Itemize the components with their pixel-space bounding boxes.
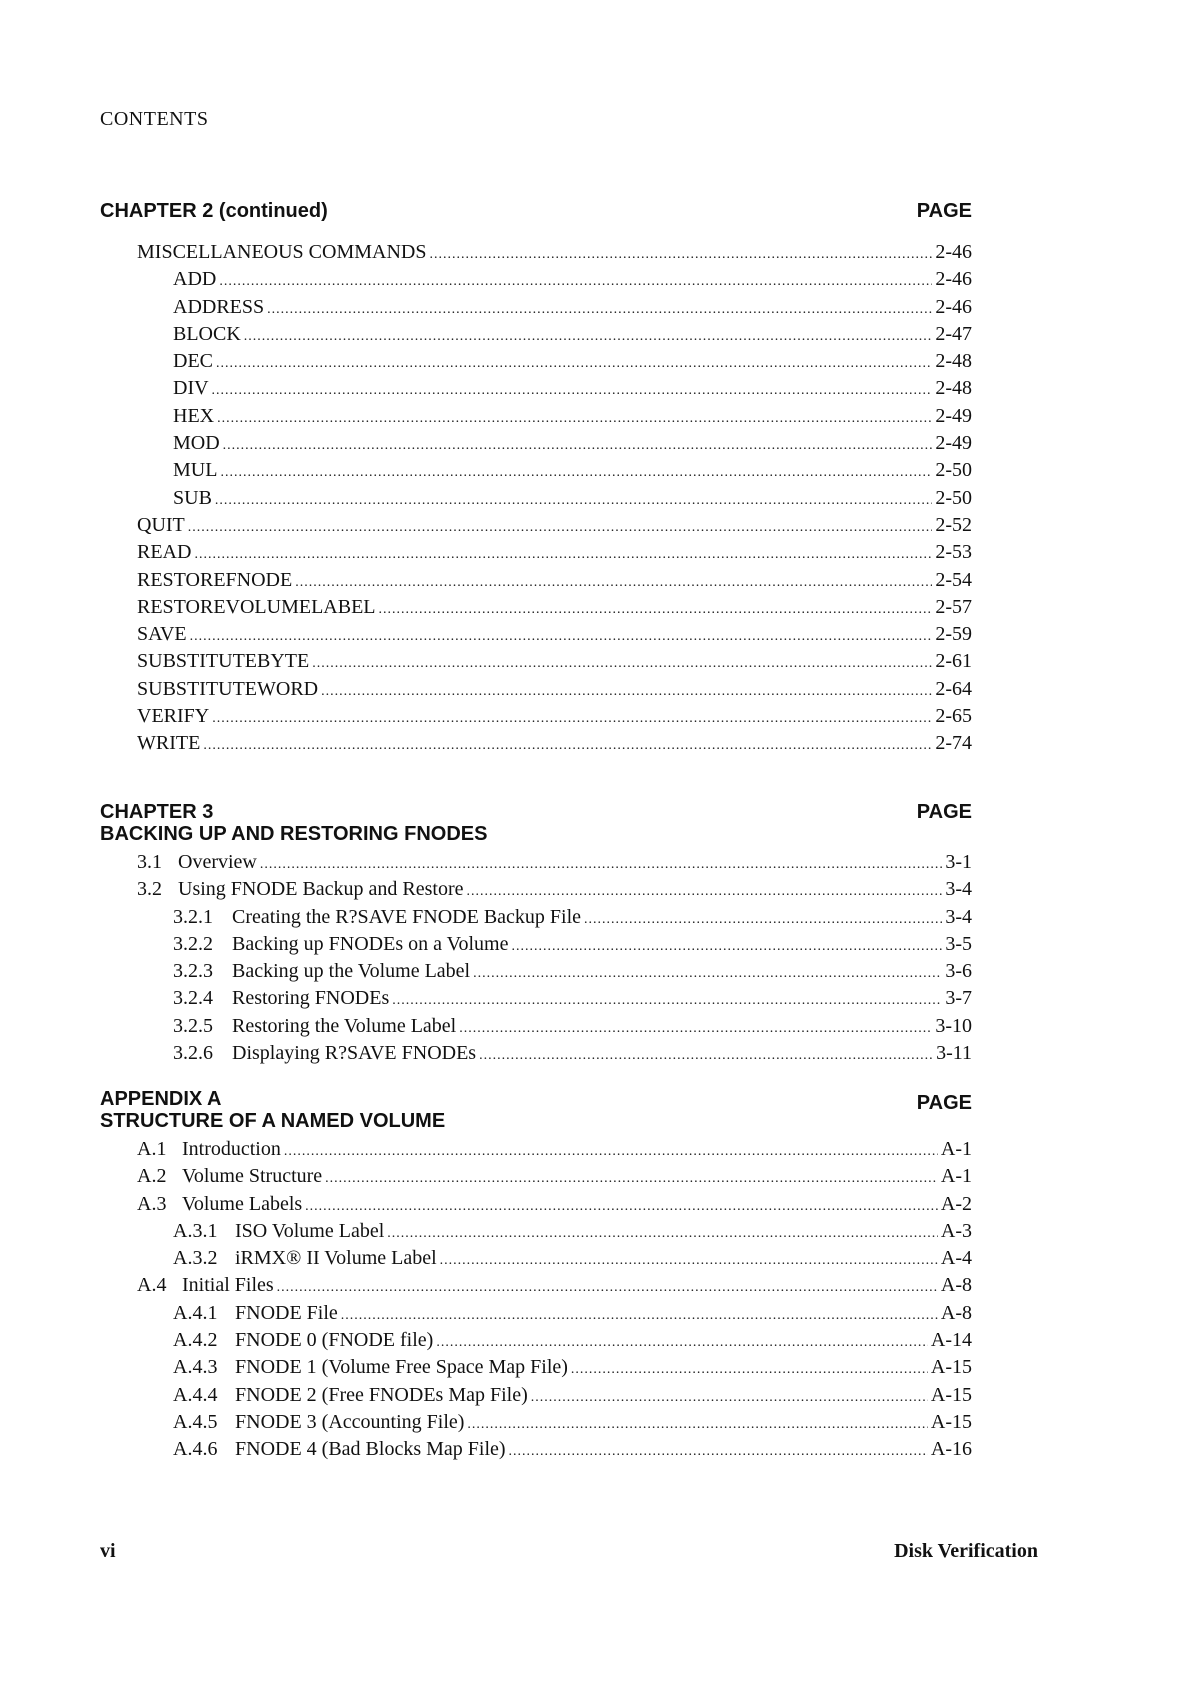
- toc-entry[interactable]: [100, 1409, 972, 1436]
- toc-entry[interactable]: [100, 876, 972, 903]
- toc-entry-text: Backing up the Volume Label: [232, 960, 471, 983]
- toc-entry[interactable]: [100, 703, 972, 730]
- dot-leader: [216, 350, 932, 377]
- toc-entry-title: SUB: [173, 486, 212, 509]
- dot-leader: [277, 1274, 938, 1301]
- toc-entry-title: WRITE: [137, 732, 201, 755]
- toc-entry-page: A-2: [940, 1192, 972, 1215]
- toc-entry-page: 2-46: [935, 241, 972, 263]
- toc-entry-page: 2-74: [935, 732, 972, 755]
- dot-leader: [244, 323, 933, 350]
- running-head: CONTENTS: [100, 108, 209, 130]
- dot-leader: [571, 1356, 928, 1383]
- dot-leader: [479, 1042, 933, 1069]
- dot-leader: [260, 851, 942, 878]
- toc-entry[interactable]: [100, 1191, 972, 1218]
- dot-leader: [220, 459, 932, 486]
- toc-entry[interactable]: [100, 1327, 972, 1354]
- toc-entry-page: A-8: [940, 1301, 972, 1324]
- toc-entry[interactable]: [100, 294, 972, 321]
- toc-entry-title: READ: [137, 541, 192, 564]
- toc-entry[interactable]: [100, 985, 972, 1012]
- toc-entry-title: [173, 931, 508, 958]
- toc-entry-text: Overview: [178, 851, 257, 873]
- appendix-a-heading: APPENDIX A: [100, 1088, 222, 1110]
- dot-leader: [203, 732, 932, 759]
- toc-entry-text: Backing up FNODEs on a Volume: [232, 932, 509, 955]
- toc-entry[interactable]: [100, 348, 972, 375]
- dot-leader: [436, 1329, 928, 1356]
- dot-leader: [312, 650, 932, 677]
- toc-entry-page: A-15: [930, 1356, 972, 1379]
- toc-entry-title: VERIFY: [137, 705, 210, 728]
- toc-entry-number: 3.2.5: [173, 1014, 213, 1037]
- chapter-2-heading-row: [100, 200, 972, 222]
- toc-entry[interactable]: [100, 1163, 972, 1190]
- toc-entry-title: [173, 1327, 433, 1354]
- toc-entry-title: [137, 849, 257, 876]
- page-column-label: PAGE: [916, 1092, 972, 1114]
- dot-leader: [459, 1015, 932, 1042]
- toc-entry-page: 3-7: [945, 987, 972, 1010]
- toc-entry-page: 3-4: [945, 905, 972, 928]
- toc-entry-title: [137, 1136, 281, 1163]
- toc-entry-page: 3-1: [945, 851, 972, 873]
- page-column-label: PAGE: [916, 200, 972, 222]
- toc-entry-page: 3-4: [945, 878, 972, 901]
- toc-entry-title: [173, 985, 389, 1012]
- toc-entry-page: A-8: [940, 1274, 972, 1297]
- toc-entry[interactable]: [100, 239, 972, 266]
- toc-entry-title: [173, 1040, 476, 1067]
- toc-entry-title: [173, 958, 470, 985]
- toc-entry-page: 2-49: [935, 404, 972, 427]
- toc-entry[interactable]: [100, 1040, 972, 1067]
- dot-leader: [217, 405, 932, 432]
- toc-entry-text: Creating the R?SAVE FNODE Backup File: [232, 905, 582, 928]
- toc-entry[interactable]: [100, 457, 972, 484]
- toc-entry-number: 3.2.3: [173, 960, 213, 983]
- toc-entry[interactable]: [100, 375, 972, 402]
- dot-leader: [467, 878, 943, 905]
- dot-leader: [284, 1138, 938, 1165]
- dot-leader: [467, 1411, 927, 1438]
- toc-entry-page: 2-46: [935, 295, 972, 318]
- toc-entry-page: A-14: [930, 1329, 972, 1352]
- toc-entry-number: 3.2.1: [173, 905, 213, 928]
- toc-entry-page: 2-54: [935, 568, 972, 591]
- toc-entry-number: 3.1: [137, 851, 162, 873]
- toc-entry-text: Volume Labels: [182, 1192, 303, 1215]
- dot-leader: [584, 906, 942, 933]
- toc-entry-number: 3.2.6: [173, 1042, 213, 1065]
- toc-entry-page: 2-65: [935, 705, 972, 728]
- toc-entry-title: [137, 1272, 274, 1299]
- dot-leader: [194, 541, 932, 568]
- toc-entry-text: FNODE 0 (FNODE file): [235, 1329, 434, 1352]
- toc-entry[interactable]: [100, 1300, 972, 1327]
- dot-leader: [321, 678, 932, 705]
- toc-entry-page: 2-61: [935, 650, 972, 673]
- dot-leader: [267, 296, 932, 323]
- toc-entry-title: [173, 904, 581, 931]
- dot-leader: [188, 514, 933, 541]
- toc-entry-number: 3.2.2: [173, 932, 213, 955]
- toc-entry-page: 2-50: [935, 459, 972, 482]
- toc-entry-title: RESTOREFNODE: [137, 568, 293, 591]
- toc-entry-title: QUIT: [137, 513, 185, 536]
- toc-entry-title: RESTOREVOLUMELABEL: [137, 595, 376, 618]
- toc-entry-number: A.2: [137, 1165, 167, 1188]
- chapter-2-heading: CHAPTER 2 (continued): [100, 200, 328, 222]
- toc-entry-page: 2-48: [935, 377, 972, 400]
- dot-leader: [531, 1384, 928, 1411]
- toc-entry-title: [173, 1436, 506, 1463]
- appendix-a-toc: [100, 1136, 972, 1464]
- toc-entry-page: 2-49: [935, 432, 972, 455]
- toc-entry-page: 3-11: [936, 1042, 972, 1065]
- toc-entry[interactable]: [100, 676, 972, 703]
- toc-entry-title: BLOCK: [173, 322, 241, 345]
- toc-entry-title: SUBSTITUTEBYTE: [137, 650, 310, 673]
- toc-entry-title: [173, 1013, 456, 1040]
- toc-entry-page: 2-47: [935, 322, 972, 345]
- toc-entry-title: ADDRESS: [173, 295, 265, 318]
- toc-entry-number: A.4.6: [173, 1438, 218, 1461]
- toc-entry-title: [137, 1163, 322, 1190]
- dot-leader: [341, 1302, 938, 1329]
- toc-entry-number: A.4.3: [173, 1356, 218, 1379]
- chapter-2-section: [100, 200, 972, 758]
- toc-entry[interactable]: [100, 1218, 972, 1245]
- chapter-3-heading-row: [100, 801, 972, 823]
- toc-entry[interactable]: [100, 1354, 972, 1381]
- toc-entry-text: Introduction: [182, 1138, 281, 1160]
- toc-entry-text: ISO Volume Label: [235, 1219, 385, 1242]
- toc-entry[interactable]: [100, 1382, 972, 1409]
- toc-entry[interactable]: [100, 485, 972, 512]
- toc-entry[interactable]: [100, 931, 972, 958]
- dot-leader: [387, 1220, 938, 1247]
- toc-entry-title: SUBSTITUTEWORD: [137, 677, 319, 700]
- toc-entry-title: ADD: [173, 268, 217, 291]
- toc-entry-number: A.4.5: [173, 1410, 218, 1433]
- toc-entry[interactable]: [100, 648, 972, 675]
- toc-entry-title: [173, 1382, 528, 1409]
- toc-entry[interactable]: [100, 621, 972, 648]
- toc-entry-page: 2-52: [935, 513, 972, 536]
- dot-leader: [379, 596, 933, 623]
- toc-entry[interactable]: [100, 594, 972, 621]
- toc-entry-page: A-15: [930, 1383, 972, 1406]
- toc-entry-title: DIV: [173, 377, 209, 400]
- toc-entry-number: 3.2: [137, 878, 162, 901]
- toc-entry-number: A.4: [137, 1274, 167, 1297]
- toc-entry[interactable]: [100, 512, 972, 539]
- toc-entry-title: SAVE: [137, 623, 187, 646]
- toc-entry-page: 2-48: [935, 350, 972, 373]
- chapter-2-toc: [100, 239, 972, 758]
- toc-entry-text: Displaying R?SAVE FNODEs: [232, 1042, 477, 1065]
- dot-leader: [223, 432, 933, 459]
- dot-leader: [295, 569, 932, 596]
- toc-entry-text: FNODE 3 (Accounting File): [235, 1410, 465, 1433]
- dot-leader: [325, 1165, 938, 1192]
- toc-entry[interactable]: [100, 730, 972, 757]
- toc-entry-title: HEX: [173, 404, 215, 427]
- toc-entry-title: [137, 1191, 302, 1218]
- toc-entry-page: 3-6: [945, 960, 972, 983]
- toc-entry-title: MUL: [173, 459, 218, 482]
- dot-leader: [473, 960, 942, 987]
- toc-entry[interactable]: [100, 1245, 972, 1272]
- toc-entry[interactable]: [100, 430, 972, 457]
- toc-entry-page: 2-50: [935, 486, 972, 509]
- toc-entry-page: 2-53: [935, 541, 972, 564]
- toc-entry-page: A-15: [930, 1410, 972, 1433]
- chapter-3-subheading: BACKING UP AND RESTORING FNODES: [100, 823, 488, 845]
- toc-entry-text: FNODE File: [235, 1301, 338, 1324]
- toc-entry-number: A.3.2: [173, 1247, 218, 1270]
- toc-entry-title: [173, 1300, 338, 1327]
- page-column-label: PAGE: [916, 801, 972, 823]
- toc-entry-page: 2-64: [935, 677, 972, 700]
- chapter-3-toc: [100, 849, 972, 1067]
- toc-entry[interactable]: [100, 1013, 972, 1040]
- dot-leader: [190, 623, 933, 650]
- toc-entry[interactable]: [100, 567, 972, 594]
- toc-entry-text: Using FNODE Backup and Restore: [178, 878, 464, 901]
- toc-entry[interactable]: [100, 1136, 972, 1163]
- toc-entry-title: [173, 1409, 464, 1436]
- dot-leader: [215, 487, 932, 514]
- toc-entry-page: A-16: [930, 1438, 972, 1461]
- toc-entry-page: 2-59: [935, 623, 972, 646]
- toc-entry-number: A.4.1: [173, 1301, 218, 1324]
- dot-leader: [509, 1438, 928, 1465]
- appendix-a-subheading: STRUCTURE OF A NAMED VOLUME: [100, 1110, 446, 1132]
- toc-entry-text: FNODE 2 (Free FNODEs Map File): [235, 1383, 528, 1406]
- toc-entry-title: [137, 876, 464, 903]
- toc-entry[interactable]: [100, 539, 972, 566]
- toc-entry-text: Volume Structure: [182, 1165, 323, 1188]
- toc-entry-title: [173, 1245, 437, 1272]
- toc-entry-page: 3-5: [945, 932, 972, 955]
- toc-entry-title: MISCELLANEOUS COMMANDS: [137, 241, 427, 263]
- footer-book-title: Disk Verification: [894, 1540, 1038, 1562]
- toc-entry-text: Restoring the Volume Label: [232, 1014, 457, 1037]
- toc-entry-number: 3.2.4: [173, 987, 213, 1010]
- toc-entry-title: DEC: [173, 350, 213, 373]
- toc-entry-number: A.4.2: [173, 1329, 218, 1352]
- toc-entry-number: A.4.4: [173, 1383, 218, 1406]
- toc-entry-page: 3-10: [935, 1014, 972, 1037]
- toc-entry-page: A-3: [940, 1219, 972, 1242]
- toc-entry[interactable]: [100, 266, 972, 293]
- toc-entry[interactable]: [100, 958, 972, 985]
- toc-entry-text: FNODE 4 (Bad Blocks Map File): [235, 1438, 506, 1461]
- toc-entry-number: A.1: [137, 1138, 167, 1160]
- chapter-3-heading: CHAPTER 3: [100, 801, 214, 823]
- toc-entry-text: FNODE 1 (Volume Free Space Map File): [235, 1356, 568, 1379]
- chapter-3-section: [100, 801, 972, 1067]
- dot-leader: [212, 377, 933, 404]
- toc-entry-text: Restoring FNODEs: [232, 987, 390, 1010]
- dot-leader: [429, 241, 932, 268]
- toc-entry[interactable]: [100, 904, 972, 931]
- toc-entry-number: A.3: [137, 1192, 167, 1215]
- toc-entry-title: [173, 1354, 568, 1381]
- toc-entry-title: [173, 1218, 384, 1245]
- dot-leader: [212, 705, 932, 732]
- dot-leader: [305, 1193, 938, 1220]
- toc-entry[interactable]: [100, 1436, 972, 1463]
- toc-entry-page: 2-57: [935, 595, 972, 618]
- toc-entry-number: A.3.1: [173, 1219, 218, 1242]
- toc-entry[interactable]: [100, 1272, 972, 1299]
- toc-entry-title: MOD: [173, 432, 220, 455]
- footer-page-number: vi: [100, 1540, 116, 1562]
- toc-entry[interactable]: [100, 849, 972, 876]
- toc-entry-text: Initial Files: [182, 1274, 274, 1297]
- dot-leader: [440, 1247, 938, 1274]
- dot-leader: [511, 933, 942, 960]
- toc-entry-page: 2-46: [935, 268, 972, 291]
- toc-entry[interactable]: [100, 403, 972, 430]
- toc-entry[interactable]: [100, 321, 972, 348]
- dot-leader: [392, 987, 942, 1014]
- toc-entry-text: iRMX® II Volume Label: [235, 1247, 437, 1270]
- toc-entry-page: A-4: [940, 1247, 972, 1270]
- toc-entry-page: A-1: [940, 1165, 972, 1188]
- appendix-a-section: [100, 1088, 972, 1464]
- dot-leader: [219, 268, 932, 295]
- appendix-a-heading-row: [100, 1088, 972, 1114]
- toc-entry-page: A-1: [940, 1138, 972, 1160]
